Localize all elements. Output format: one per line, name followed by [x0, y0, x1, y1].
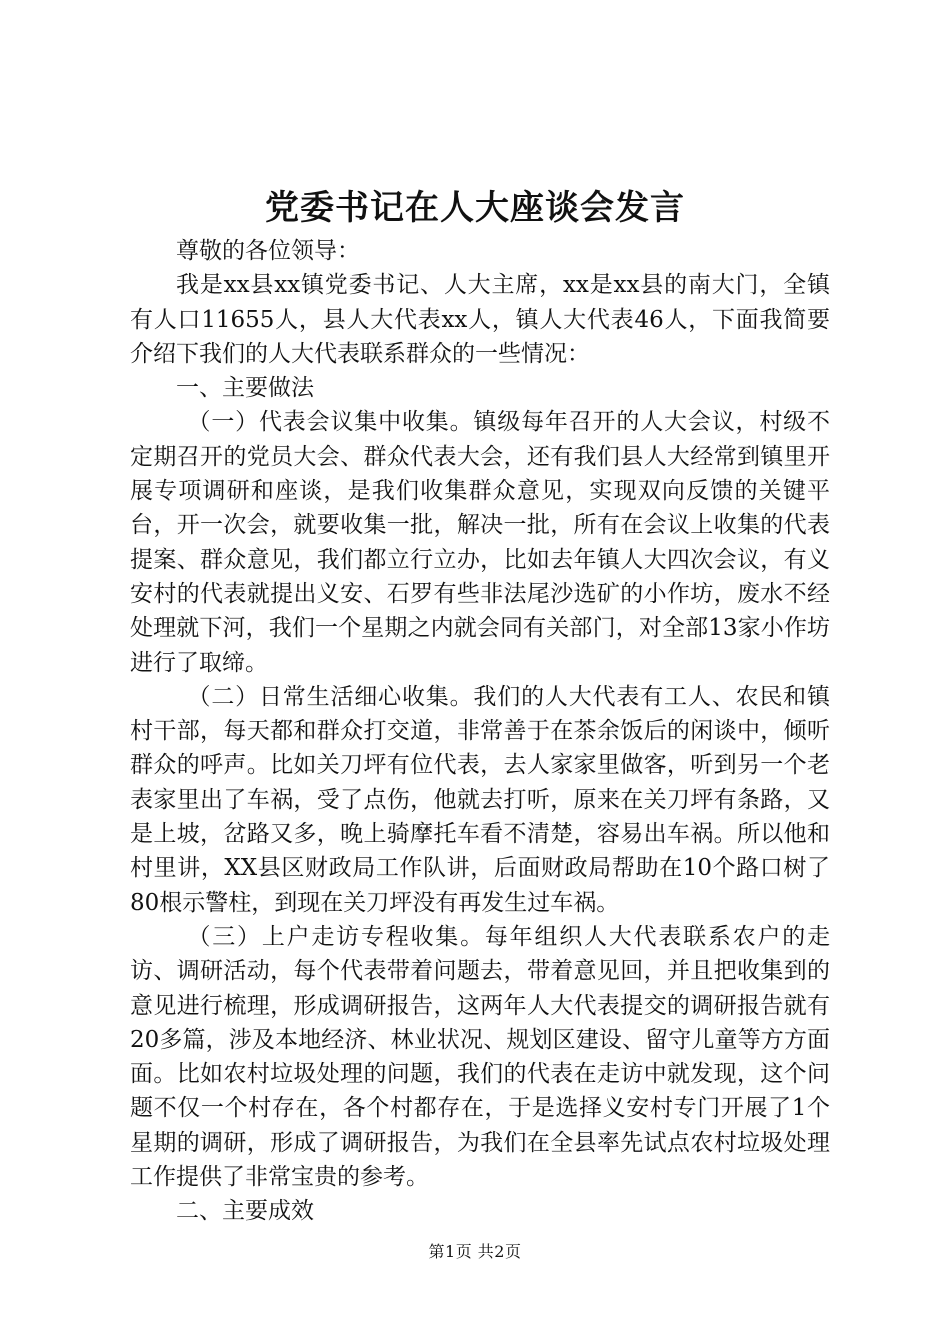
paragraph-meeting-collection: （一）代表会议集中收集。镇级每年召开的人大会议，村级不定期召开的党员大会、群众代表大会，还有我们县人大经常到镇里开展专项调研和座谈，是我们收集群众意见，实现双向反馈的关键平台，开一次会，就要收集一批，解决一批，所有在会议上收集的代表提案、群众意见，我们都立行立办，比如去年镇人大四次会议，有义安村的代表就提出义安、石罗有些非法尾沙选矿的小作坊，废水不经处理就下河，我们一个星期之内就会同有关部门，对全部13家小作坊进行了取缔。 — [130, 409, 830, 676]
section-heading-main-practices: 一、主要做法 — [176, 375, 314, 402]
document-title: 党委书记在人大座谈会发言 — [265, 188, 685, 228]
paragraph-daily-collection: （二）日常生活细心收集。我们的人大代表有工人、农民和镇村干部，每天都和群众打交道，非常善于在茶余饭后的闲谈中，倾听群众的呼声。比如关刀坪有位代表，去人家家里做客，听到另一个老表家里出了车祸，受了点伤，他就去打听，原来在关刀坪有条路，又是上坡，岔路又多，晚上骑摩托车看不清楚，容易出车祸。所以他和村里讲，XX县区财政局工作队讲，后面财政局帮助在10个路口树了80根示警柱，到现在关刀坪没有再发生过车祸。 — [130, 683, 830, 916]
section-heading-main-results: 二、主要成效 — [176, 1198, 314, 1225]
salutation: 尊敬的各位领导： — [176, 238, 360, 264]
document-body — [130, 234, 830, 1229]
page-footer: 第1页 共2页 — [428, 1242, 522, 1261]
paragraph-visit-collection: （三）上户走访专程收集。每年组织人大代表联系农户的走访、调研活动，每个代表带着问题去，带着意见回，并且把收集到的意见进行梳理，形成调研报告，这两年人大代表提交的调研报告就有20多篇，涉及本地经济、林业状况、规划区建设、留守儿童等方方面面。比如农村垃圾处理的问题，我们的代表在走访中就发现，这个问题不仅一个村存在，各个村都存在，于是选择义安村专门开展了1个星期的调研，形成了调研报告，为我们在全县率先试点农村垃圾处理工作提供了非常宝贵的参考。 — [130, 923, 830, 1191]
intro-paragraph: 我是xx县xx镇党委书记、人大主席，xx是xx县的南大门，全镇有人口11655人，县人大代表xx人，镇人大代表46人，下面我简要介绍下我们的人大代表联系群众的一些情况： — [130, 272, 830, 367]
